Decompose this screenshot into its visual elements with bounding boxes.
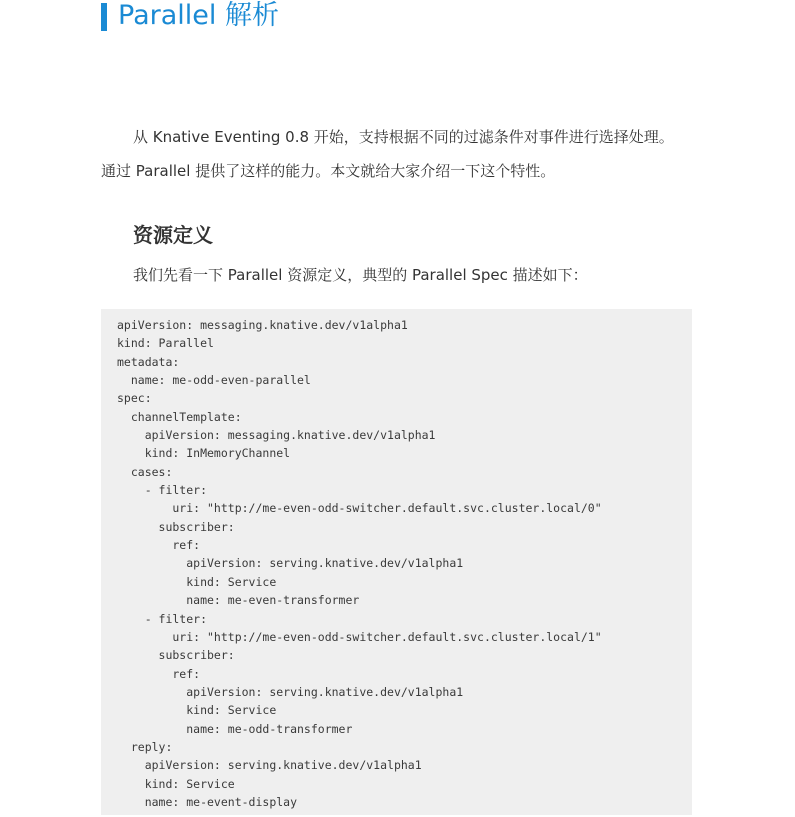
code-line: subscriber: bbox=[117, 519, 235, 534]
code-line: subscriber: bbox=[117, 648, 235, 663]
code-line: apiVersion: messaging.knative.dev/v1alpha1 bbox=[117, 428, 436, 443]
code-line: cases: bbox=[117, 464, 173, 479]
code-line: - filter: bbox=[117, 611, 208, 626]
code-line: ref: bbox=[117, 538, 201, 553]
code-line: channelTemplate: bbox=[117, 409, 242, 424]
code-line: apiVersion: serving.knative.dev/v1alpha1 bbox=[117, 684, 464, 699]
intro-line-2: 通过 Parallel 提供了这样的能力。本文就给大家介绍一下这个特性。 bbox=[101, 162, 556, 180]
code-line: apiVersion: serving.knative.dev/v1alpha1 bbox=[117, 758, 422, 773]
code-line: name: me-even-transformer bbox=[117, 593, 360, 608]
code-line: metadata: bbox=[117, 354, 180, 369]
code-line: - filter: bbox=[117, 483, 208, 498]
intro-line-1: 从 Knative Eventing 0.8 开始，支持根据不同的过滤条件对事件进行选择处理。 bbox=[133, 128, 674, 146]
code-line: kind: Service bbox=[117, 776, 235, 791]
code-line: kind: InMemoryChannel bbox=[117, 446, 291, 461]
code-line: name: me-odd-even-parallel bbox=[117, 373, 311, 388]
code-line: kind: Service bbox=[117, 574, 277, 589]
section-lead: 我们先看一下 Parallel 资源定义，典型的 Parallel Spec 描述如下： bbox=[133, 266, 588, 284]
section-heading: 资源定义 bbox=[133, 223, 213, 247]
code-line: uri: "http://me-even-odd-switcher.default.svc.cluster.local/0" bbox=[117, 501, 602, 516]
code-line: name: me-odd-transformer bbox=[117, 721, 353, 736]
page-title: Parallel 解析 bbox=[118, 0, 279, 31]
code-line: name: me-event-display bbox=[117, 794, 298, 809]
code-line: apiVersion: messaging.knative.dev/v1alpha1 bbox=[117, 318, 408, 332]
intro-paragraph bbox=[101, 120, 741, 188]
code-line: kind: Service bbox=[117, 703, 277, 718]
code-line: spec: bbox=[117, 391, 152, 406]
title-accent-bar bbox=[101, 3, 107, 31]
code-line: ref: bbox=[117, 666, 201, 681]
code-block bbox=[101, 309, 692, 815]
code-line: kind: Parallel bbox=[117, 336, 214, 351]
code-line: uri: "http://me-even-odd-switcher.default.svc.cluster.local/1" bbox=[117, 629, 602, 644]
code-line: apiVersion: serving.knative.dev/v1alpha1 bbox=[117, 556, 464, 571]
code-line: reply: bbox=[117, 739, 173, 754]
